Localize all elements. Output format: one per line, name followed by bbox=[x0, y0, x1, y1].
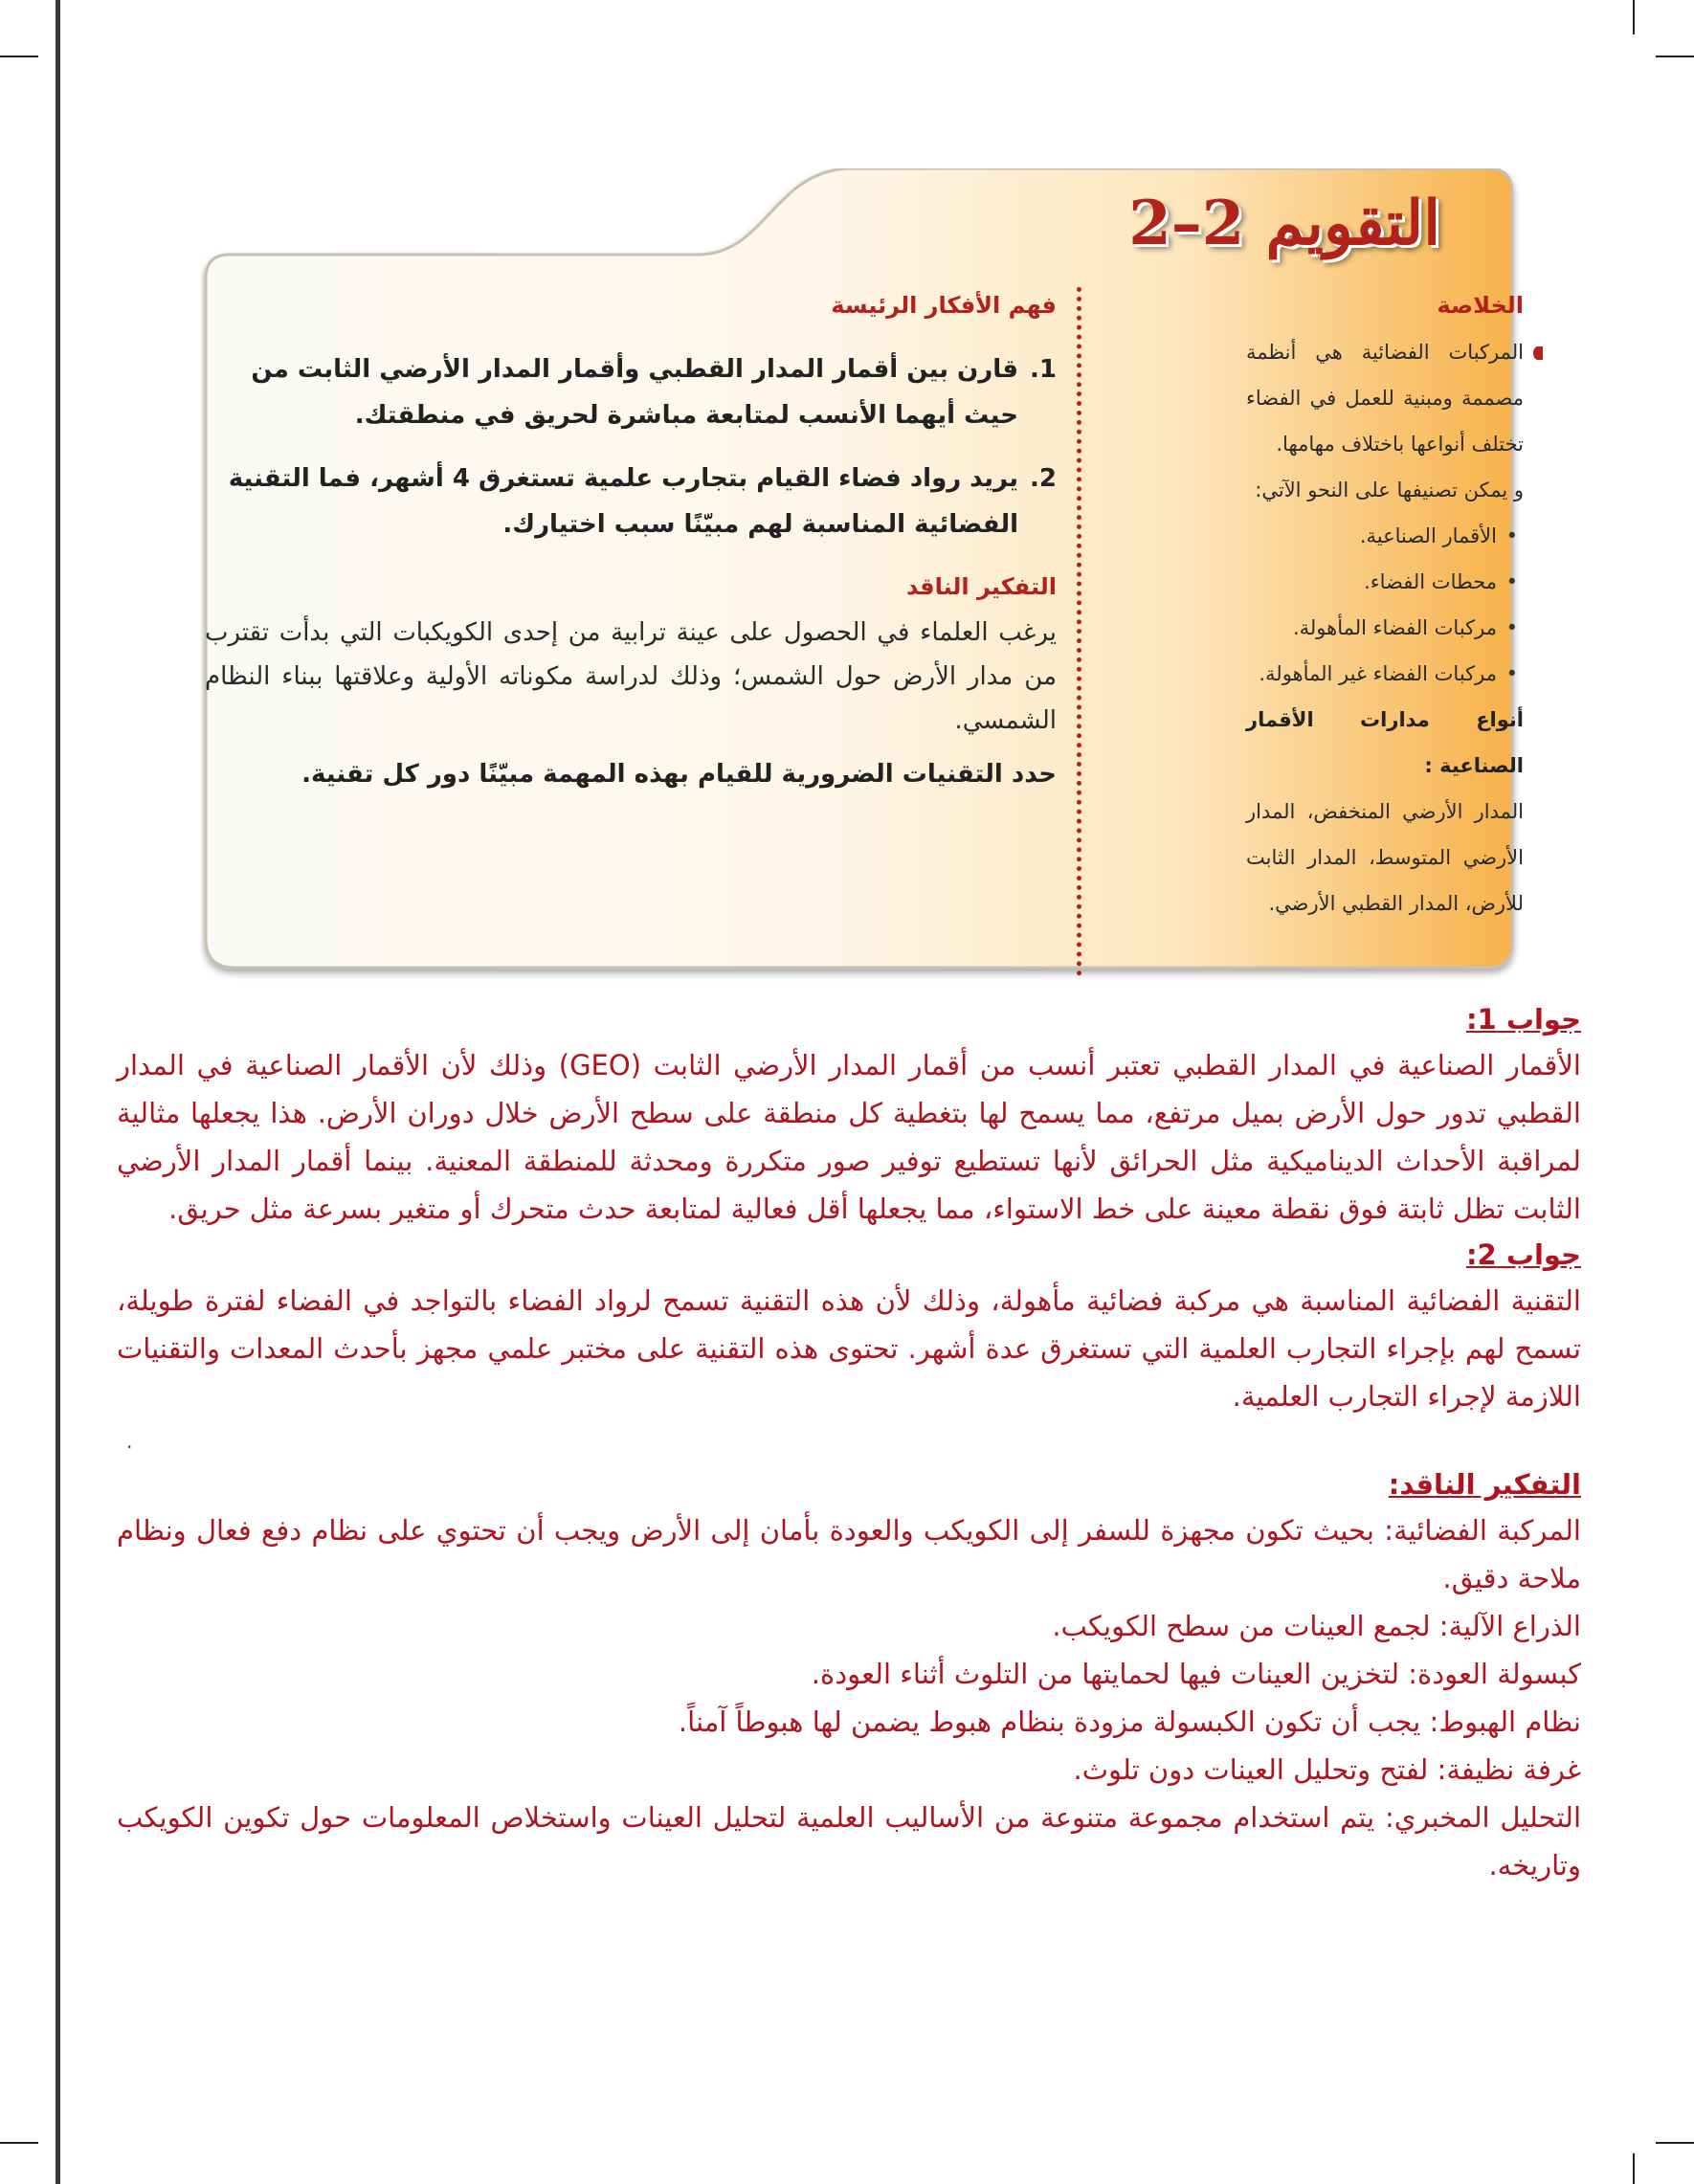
critical-thinking-task: حدد التقنيات الضرورية للقيام بهذه المهمة مبيّنًا دور كل تقنية. bbox=[301, 760, 1057, 789]
list-item: • مركبات الفضاء غير المأهولة. bbox=[1246, 651, 1497, 697]
question-number: 1. bbox=[1030, 355, 1057, 384]
stray-dot: . bbox=[126, 1430, 133, 1453]
question-item bbox=[205, 346, 1057, 438]
page-title: التقويم 2–2 bbox=[1128, 188, 1440, 259]
question-text: يريد رواد فضاء القيام بتجارب علمية تستغرق 4 أشهر، فما التقنية الفضائية المناسبة لهم مبيّنًا سبب اختيارك. bbox=[228, 464, 1018, 539]
critical-answer-line: كبسولة العودة: لتخزين العينات فيها لحمايتها من التلوث أثناء العودة. bbox=[811, 1658, 1581, 1690]
list-item: • الأقمار الصناعية. bbox=[1246, 513, 1497, 559]
spacecraft-types-list bbox=[1246, 513, 1524, 697]
bullet-marker-icon bbox=[1533, 346, 1543, 360]
critical-thinking-section bbox=[205, 570, 1057, 796]
summary-classify: و يمكن تصنيفها على النحو الآتي: bbox=[1255, 479, 1524, 501]
question-number: 2. bbox=[1030, 464, 1057, 493]
page-binding-line bbox=[56, 0, 60, 2184]
critical-thinking-text: يرغب العلماء في الحصول على عينة ترابية من إحدى الكويكبات التي بدأت تقترب من مدار الأرض حول الشمس؛ وذلك لدراسة مكوناته الأولية وعلاقتها ببناء النظام الشمسي. bbox=[205, 618, 1057, 735]
critical-answer-line: نظام الهبوط: يجب أن تكون الكبسولة مزودة بنظام هبوط يضمن لها هبوطاً آمناً. bbox=[678, 1705, 1581, 1738]
questions-list bbox=[205, 346, 1057, 565]
orbits-text: المدار الأرضي المنخفض، المدار الأرضي المتوسط، المدار الثابت للأرض، المدار القطبي الأرضي. bbox=[1246, 800, 1524, 915]
column-divider bbox=[1077, 287, 1081, 976]
answer-1-text: الأقمار الصناعية في المدار القطبي تعتبر أنسب من أقمار المدار الأرضي الثابت (GEO) وذلك لأن الأقمار الصناعية في المدار القطبي تدور حول الأرض بميل مرتفع، مما يسمح لها بتغطية كل منطقة على سطح الأرض خلال دوران الأرض. هذا يجعلها مثالية لمراقبة الأحداث الديناميكية مثل الحرائق لأنها تستطيع توفير صور متكررة ومحدثة للمنطقة المعنية. بينما أقمار المدار الأرضي الثابت تظل ثابتة فوق نقطة معينة على خط الاستواء، مما يجعلها أقل فعالية لمتابعة حدث متحرك أو متغير بسرعة مثل حريق. bbox=[117, 1049, 1581, 1225]
crop-mark bbox=[1656, 56, 1694, 57]
crop-mark bbox=[0, 2142, 38, 2144]
answer-2-heading: جواب 2: bbox=[1465, 1238, 1581, 1271]
critical-thinking-heading: التفكير الناقد bbox=[906, 573, 1057, 600]
question-item bbox=[205, 456, 1057, 547]
critical-answer-line: المركبة الفضائية: بحيث تكون مجهزة للسفر إلى الكويكب والعودة بأمان إلى الأرض ويجب أن تحتوي على نظام دفع فعال ونظام ملاحة دقيق. bbox=[117, 1514, 1581, 1594]
crop-mark bbox=[0, 56, 38, 57]
summary-intro bbox=[1246, 329, 1524, 467]
crop-mark bbox=[1633, 2153, 1635, 2184]
critical-answer-line: الذراع الآلية: لجمع العينات من سطح الكويكب. bbox=[1052, 1610, 1581, 1642]
critical-answer-line: التحليل المخبري: يتم استخدام مجموعة متنوعة من الأساليب العلمية لتحليل العينات واستخلاص المعلومات حول تكوين الكويكب وتاريخه. bbox=[117, 1801, 1581, 1882]
crop-mark bbox=[1633, 0, 1635, 34]
list-item: • محطات الفضاء. bbox=[1246, 559, 1497, 605]
critical-answer-heading: التفكير الناقد: bbox=[1388, 1468, 1581, 1501]
answer-2-text: التقنية الفضائية المناسبة هي مركبة فضائية مأهولة، وذلك لأن هذه التقنية تسمح لرواد الفضاء بالتواجد في الفضاء لفترة طويلة، تسمح لهم بإجراء التجارب العلمية التي تستغرق عدة أشهر. تحتوى هذه التقنية على مختبر علمي مجهز بأحدث المعدات والتقنيات اللازمة لإجراء التجارب العلمية. bbox=[117, 1284, 1581, 1413]
crop-mark bbox=[1656, 2142, 1694, 2144]
summary-intro-text: المركبات الفضائية هي أنظمة مصممة ومبنية للعمل في الفضاء تختلف أنواعها باختلاف مهامها. bbox=[1246, 341, 1524, 456]
critical-answer-line: غرفة نظيفة: لفتح وتحليل العينات دون تلوث. bbox=[1073, 1753, 1581, 1786]
question-text: قارن بين أقمار المدار القطبي وأقمار المدار الأرضي الثابت من حيث أيهما الأنسب لمتابعة مباشرة لحريق في منطقتك. bbox=[251, 355, 1018, 430]
orbits-heading: أنواع مدارات الأقمار الصناعية : bbox=[1246, 708, 1524, 777]
list-item: • مركبات الفضاء المأهولة. bbox=[1246, 605, 1497, 651]
summary-heading: الخلاصة bbox=[1437, 292, 1524, 319]
answer-1-heading: جواب 1: bbox=[1465, 1003, 1581, 1036]
main-ideas-heading: فهم الأفكار الرئيسة bbox=[831, 292, 1057, 319]
summary-column bbox=[1246, 289, 1524, 926]
answers-section bbox=[117, 997, 1581, 1889]
